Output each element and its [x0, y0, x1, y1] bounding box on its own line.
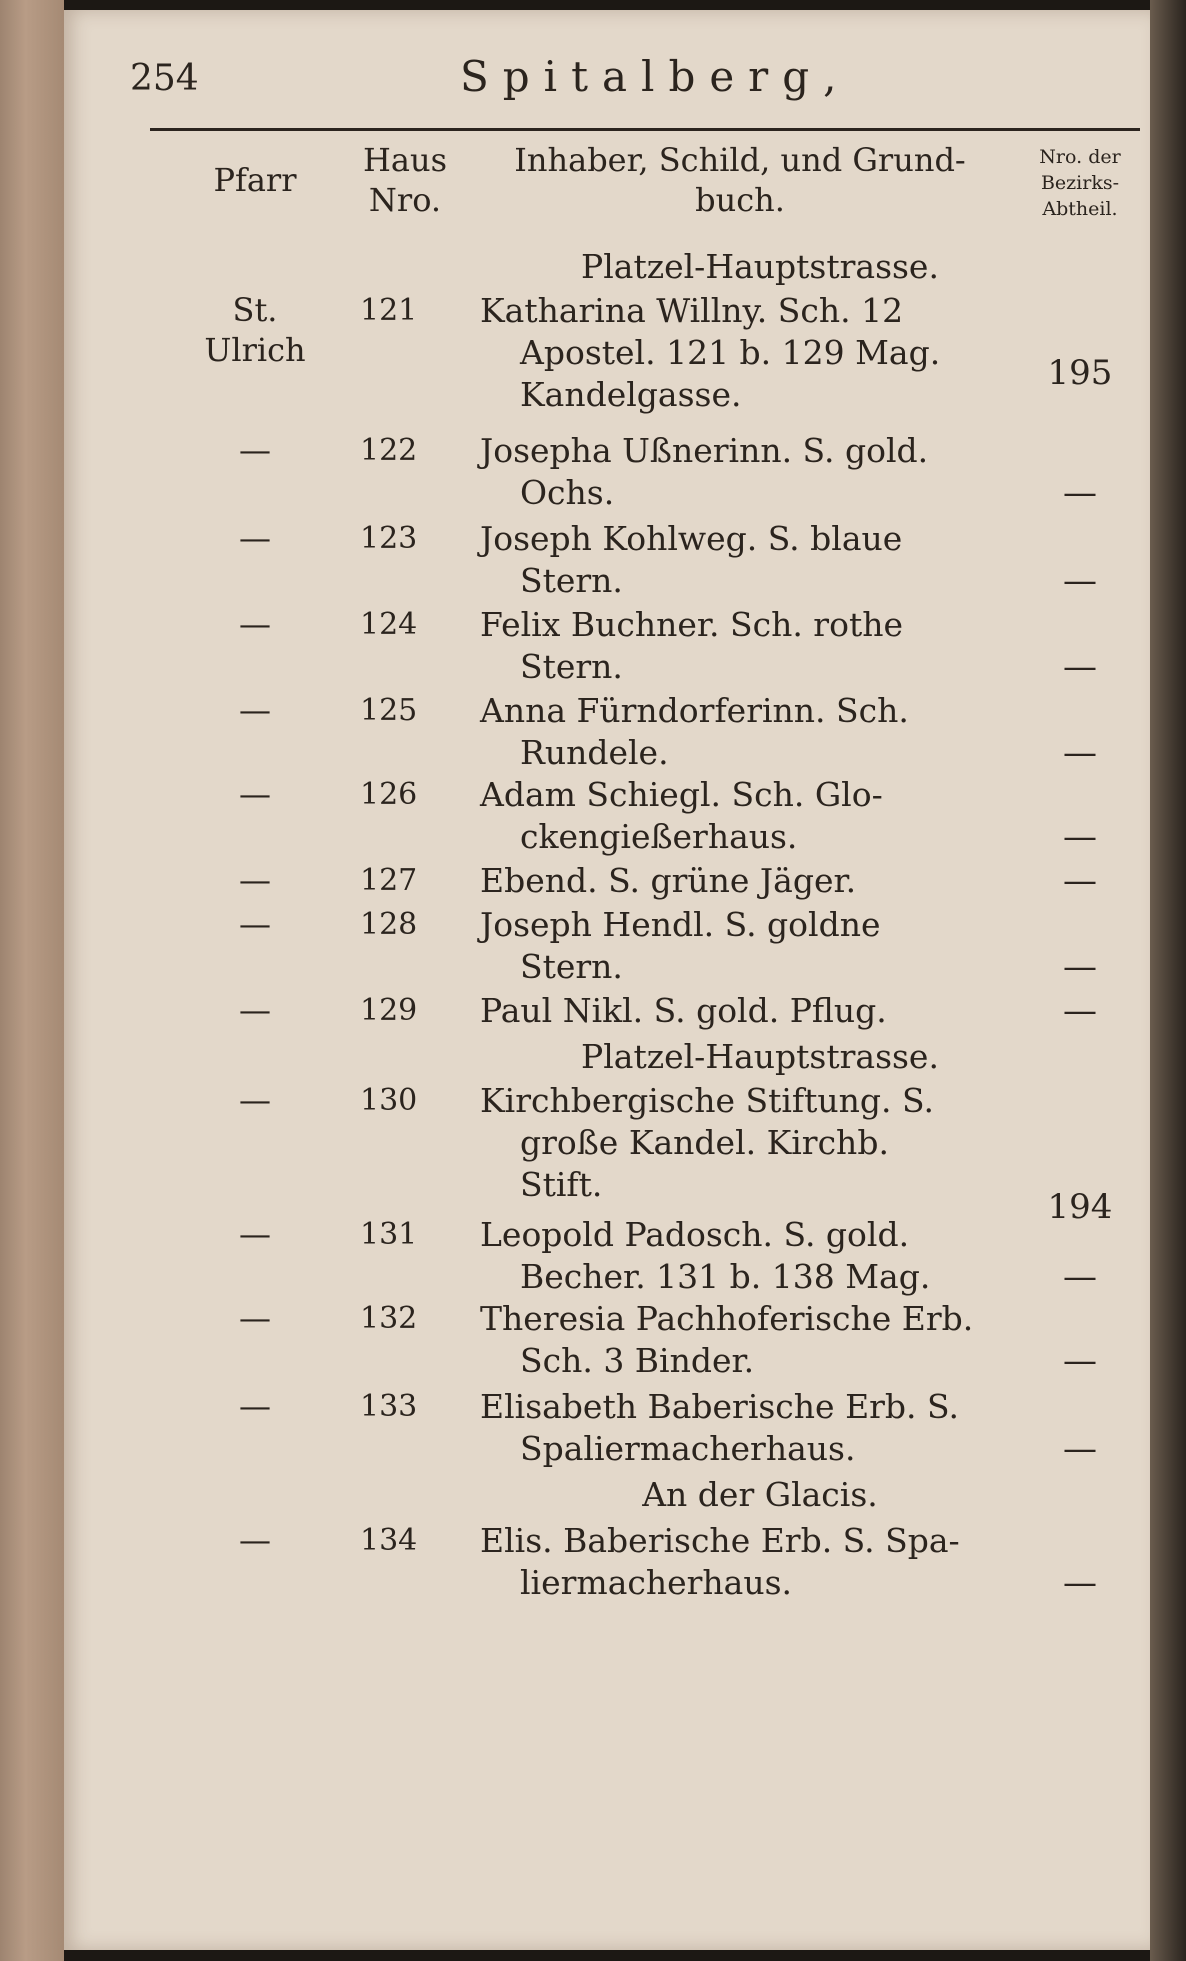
- haus-nro-cell: 121: [360, 293, 418, 328]
- owner-cell: Josepha Ußnerinn. S. gold. Ochs.: [480, 431, 929, 512]
- table-row: [0, 1386, 1097, 1470]
- pfarr-cell: —: [239, 1081, 271, 1119]
- haus-nro-cell: 133: [360, 1389, 418, 1424]
- table-row: [0, 1080, 1113, 1227]
- pfarr-cell: —: [239, 519, 271, 557]
- haus-nro-cell: 123: [360, 521, 418, 556]
- bezirk-cell: —: [1063, 1563, 1097, 1603]
- haus-nro-cell: 122: [360, 433, 418, 468]
- pfarr-cell: St. Ulrich: [204, 291, 306, 369]
- street-heading: An der Glacis.: [642, 1475, 878, 1514]
- owner-cell: Felix Buchner. Sch. rothe Stern.: [480, 605, 903, 686]
- table-row: [0, 604, 1097, 688]
- pfarr-cell: —: [239, 991, 271, 1029]
- bezirk-cell: —: [1063, 561, 1097, 601]
- haus-nro-cell: 129: [360, 993, 418, 1028]
- page-number: 254: [130, 58, 199, 99]
- haus-nro-cell: 127: [360, 863, 418, 898]
- street-heading: Platzel-Hauptstrasse.: [581, 1037, 939, 1076]
- header-rule-top: [150, 128, 1140, 131]
- bezirk-cell: —: [1063, 947, 1097, 987]
- table-row: [0, 518, 1097, 602]
- owner-cell: Adam Schiegl. Sch. Glo- ckengießerhaus.: [480, 775, 883, 856]
- bezirk-cell: 194: [1047, 1187, 1113, 1227]
- owner-cell: Theresia Pachhoferische Erb. Sch. 3 Binder.: [480, 1299, 974, 1380]
- bezirk-cell: —: [1063, 473, 1097, 513]
- bezirk-cell: —: [1063, 647, 1097, 687]
- owner-cell: Anna Fürndorferinn. Sch. Rundele.: [480, 691, 909, 772]
- pfarr-cell: —: [239, 1387, 271, 1425]
- bezirk-cell: —: [1063, 817, 1097, 857]
- table-row: [0, 1298, 1097, 1382]
- pfarr-cell: —: [239, 605, 271, 643]
- table-row: [0, 904, 1097, 988]
- owner-cell: Ebend. S. grüne Jäger.: [480, 861, 857, 900]
- bezirk-cell: 195: [1047, 353, 1113, 393]
- pfarr-cell: —: [239, 1299, 271, 1337]
- street-heading: Platzel-Hauptstrasse.: [581, 247, 939, 286]
- pfarr-cell: —: [239, 691, 271, 729]
- owner-cell: Joseph Kohlweg. S. blaue Stern.: [480, 519, 903, 600]
- table-row: [0, 774, 1097, 858]
- table-row: [0, 1214, 1097, 1298]
- bezirk-cell: —: [1063, 733, 1097, 773]
- column-header-bezirk: Nro. der Bezirks- Abtheil.: [1039, 146, 1121, 220]
- bezirk-cell: —: [1063, 991, 1097, 1031]
- haus-nro-cell: 131: [360, 1217, 418, 1252]
- pfarr-cell: —: [239, 905, 271, 943]
- pfarr-cell: —: [239, 1215, 271, 1253]
- owner-cell: Paul Nikl. S. gold. Pflug.: [480, 991, 887, 1030]
- table-row: [0, 290, 1113, 414]
- owner-cell: Kirchbergische Stiftung. S. große Kandel. Kirchb. Stift.: [480, 1081, 934, 1204]
- page-title: Spitalberg,: [460, 52, 851, 101]
- owner-cell: Elisabeth Baberische Erb. S. Spaliermacherhaus.: [480, 1387, 959, 1468]
- pfarr-cell: —: [239, 775, 271, 813]
- page-edge: [1150, 0, 1186, 1961]
- haus-nro-cell: 126: [360, 777, 418, 812]
- owner-cell: Elis. Baberische Erb. S. Spa- liermacherhaus.: [480, 1521, 960, 1602]
- haus-nro-cell: 124: [360, 607, 418, 642]
- column-header-inhaber: Inhaber, Schild, und Grund- buch.: [514, 141, 966, 219]
- bezirk-cell: —: [1063, 1257, 1097, 1297]
- column-header-haus-nro: Haus Nro.: [362, 141, 447, 219]
- bezirk-cell: —: [1063, 1341, 1097, 1381]
- haus-nro-cell: 128: [360, 907, 418, 942]
- pfarr-cell: —: [239, 431, 271, 469]
- haus-nro-cell: 132: [360, 1301, 418, 1336]
- haus-nro-cell: 134: [360, 1523, 418, 1558]
- table-row: [0, 1520, 1097, 1604]
- bezirk-cell: —: [1063, 861, 1097, 901]
- owner-cell: Leopold Padosch. S. gold. Becher. 131 b. 138 Mag.: [480, 1215, 931, 1296]
- pfarr-cell: —: [239, 1521, 271, 1559]
- column-header-pfarr: Pfarr: [213, 161, 297, 199]
- owner-cell: Katharina Willny. Sch. 12 Apostel. 121 b. 129 Mag. Kandelgasse.: [480, 291, 941, 414]
- table-row: [0, 690, 1097, 774]
- haus-nro-cell: 130: [360, 1083, 418, 1118]
- owner-cell: Joseph Hendl. S. goldne Stern.: [480, 905, 881, 986]
- table-row: [0, 430, 1097, 514]
- haus-nro-cell: 125: [360, 693, 418, 728]
- pfarr-cell: —: [239, 861, 271, 899]
- bezirk-cell: —: [1063, 1429, 1097, 1469]
